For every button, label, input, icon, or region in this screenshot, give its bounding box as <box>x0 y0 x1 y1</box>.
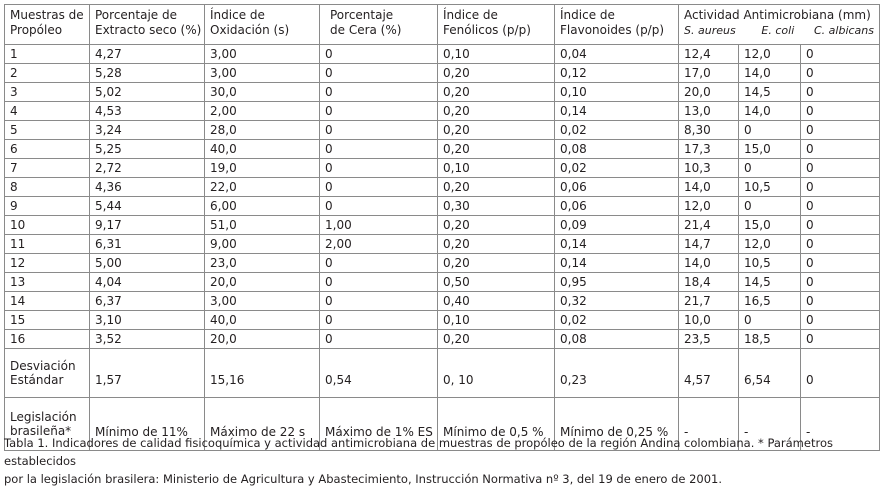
table-row <box>5 159 880 178</box>
cell-fenolicos: 0,20 <box>438 330 555 349</box>
cell-fenolicos: 0,20 <box>438 102 555 121</box>
table-row <box>5 311 880 330</box>
cell-muestra: 10 <box>5 216 90 235</box>
cell-oxidacion: 22,0 <box>205 178 320 197</box>
cell-flavonoides: 0,09 <box>555 216 679 235</box>
cell-fenolicos: 0,20 <box>438 121 555 140</box>
table-row <box>5 64 880 83</box>
std-dev-row-label: Desviación Estándar <box>5 349 90 398</box>
cell-s-aureus: 13,0 <box>679 102 739 121</box>
cell-s-aureus: 14,0 <box>679 178 739 197</box>
propolis-quality-table <box>4 4 880 451</box>
header-e-coli: E. coli <box>761 24 795 37</box>
cell-extracto: Mínimo de 11% <box>90 398 205 451</box>
cell-c-albicans: 0 <box>801 159 880 178</box>
cell-muestra: 2 <box>5 64 90 83</box>
cell-c-albicans: 0 <box>801 121 880 140</box>
cell-muestra: 3 <box>5 83 90 102</box>
cell-extracto: 4,36 <box>90 178 205 197</box>
cell-oxidacion: 23,0 <box>205 254 320 273</box>
header-actividad-antimicrobiana: Actividad Antimicrobiana (mm) S. aureus E. coli C. albicans <box>679 5 880 45</box>
cell-e-coli: 12,0 <box>739 45 801 64</box>
cell-c-albicans: 0 <box>801 254 880 273</box>
cell-extracto: 3,52 <box>90 330 205 349</box>
cell-extracto: 3,10 <box>90 311 205 330</box>
cell-cera: 0 <box>320 121 438 140</box>
cell-flavonoides: 0,14 <box>555 235 679 254</box>
cell-oxidacion: 20,0 <box>205 330 320 349</box>
cell-oxidacion: Máximo de 22 s <box>205 398 320 451</box>
cell-c-albicans: 0 <box>801 102 880 121</box>
cell-oxidacion: 3,00 <box>205 292 320 311</box>
caption-line-2: por la legislación brasilera: Ministerio de Agricultura y Abastecimiento, Instrucción Normativa nº 3, del 19 de enero de 2001. <box>4 472 723 486</box>
cell-s-aureus: 18,4 <box>679 273 739 292</box>
cell-fenolicos: 0, 10 <box>438 349 555 398</box>
cell-oxidacion: 9,00 <box>205 235 320 254</box>
cell-flavonoides: 0,10 <box>555 83 679 102</box>
cell-extracto: 4,27 <box>90 45 205 64</box>
cell-flavonoides: 0,02 <box>555 121 679 140</box>
cell-e-coli: 15,0 <box>739 140 801 159</box>
cell-extracto: 2,72 <box>90 159 205 178</box>
table-row <box>5 121 880 140</box>
cell-cera: 0 <box>320 273 438 292</box>
cell-fenolicos: 0,20 <box>438 178 555 197</box>
cell-cera: 0,54 <box>320 349 438 398</box>
cell-flavonoides: 0,08 <box>555 330 679 349</box>
cell-fenolicos: Mínimo de 0,5 % <box>438 398 555 451</box>
cell-oxidacion: 6,00 <box>205 197 320 216</box>
cell-oxidacion: 40,0 <box>205 140 320 159</box>
cell-muestra: 15 <box>5 311 90 330</box>
cell-c-albicans: 0 <box>801 140 880 159</box>
table-row <box>5 216 880 235</box>
cell-e-coli: - <box>739 398 801 451</box>
cell-fenolicos: 0,10 <box>438 159 555 178</box>
cell-c-albicans: 0 <box>801 235 880 254</box>
cell-muestra: 8 <box>5 178 90 197</box>
cell-cera: 0 <box>320 102 438 121</box>
cell-cera: 1,00 <box>320 216 438 235</box>
cell-cera: 0 <box>320 159 438 178</box>
cell-oxidacion: 40,0 <box>205 311 320 330</box>
cell-flavonoides: 0,08 <box>555 140 679 159</box>
cell-c-albicans: 0 <box>801 349 880 398</box>
cell-e-coli: 12,0 <box>739 235 801 254</box>
cell-fenolicos: 0,20 <box>438 235 555 254</box>
cell-muestra: 1 <box>5 45 90 64</box>
table-row <box>5 83 880 102</box>
header-flavonoides: Índice de Flavonoides (p/p) <box>555 5 679 45</box>
table-row <box>5 178 880 197</box>
cell-fenolicos: 0,20 <box>438 216 555 235</box>
cell-cera: 0 <box>320 45 438 64</box>
cell-fenolicos: 0,20 <box>438 64 555 83</box>
cell-e-coli: 10,5 <box>739 254 801 273</box>
cell-extracto: 5,25 <box>90 140 205 159</box>
cell-c-albicans: 0 <box>801 83 880 102</box>
cell-s-aureus: 17,3 <box>679 140 739 159</box>
cell-s-aureus: 20,0 <box>679 83 739 102</box>
header-c-albicans: C. albicans <box>814 24 875 37</box>
caption-line-1: Tabla 1. Indicadores de calidad fisicoquímica y actividad antimicrobiana de muestras de propóleo de la región Andina colombiana. * Parámetros establecidos <box>4 436 833 468</box>
cell-fenolicos: 0,50 <box>438 273 555 292</box>
cell-muestra: 5 <box>5 121 90 140</box>
cell-flavonoides: Mínimo de 0,25 % <box>555 398 679 451</box>
cell-flavonoides: 0,06 <box>555 197 679 216</box>
cell-c-albicans: 0 <box>801 330 880 349</box>
cell-extracto: 9,17 <box>90 216 205 235</box>
cell-cera: 0 <box>320 292 438 311</box>
cell-c-albicans: 0 <box>801 178 880 197</box>
cell-oxidacion: 3,00 <box>205 64 320 83</box>
cell-flavonoides: 0,06 <box>555 178 679 197</box>
cell-s-aureus: 21,4 <box>679 216 739 235</box>
cell-extracto: 5,44 <box>90 197 205 216</box>
cell-e-coli: 14,0 <box>739 64 801 83</box>
header-muestras: Muestras de Propóleo <box>5 5 90 45</box>
cell-extracto: 6,37 <box>90 292 205 311</box>
cell-e-coli: 14,5 <box>739 273 801 292</box>
table-header-row <box>5 5 880 45</box>
cell-e-coli: 18,5 <box>739 330 801 349</box>
cell-s-aureus: 21,7 <box>679 292 739 311</box>
cell-s-aureus: 4,57 <box>679 349 739 398</box>
cell-muestra: 11 <box>5 235 90 254</box>
cell-c-albicans: 0 <box>801 292 880 311</box>
cell-extracto: 1,57 <box>90 349 205 398</box>
cell-flavonoides: 0,14 <box>555 254 679 273</box>
cell-muestra: 4 <box>5 102 90 121</box>
cell-extracto: 6,31 <box>90 235 205 254</box>
cell-s-aureus: 10,3 <box>679 159 739 178</box>
cell-e-coli: 6,54 <box>739 349 801 398</box>
cell-oxidacion: 51,0 <box>205 216 320 235</box>
cell-muestra: 14 <box>5 292 90 311</box>
cell-s-aureus: 8,30 <box>679 121 739 140</box>
cell-cera: 0 <box>320 254 438 273</box>
cell-flavonoides: 0,02 <box>555 159 679 178</box>
cell-oxidacion: 19,0 <box>205 159 320 178</box>
cell-s-aureus: 23,5 <box>679 330 739 349</box>
cell-muestra: 7 <box>5 159 90 178</box>
cell-cera: 0 <box>320 330 438 349</box>
cell-extracto: 3,24 <box>90 121 205 140</box>
cell-e-coli: 0 <box>739 311 801 330</box>
cell-flavonoides: 0,95 <box>555 273 679 292</box>
table-row <box>5 45 880 64</box>
cell-cera: 0 <box>320 311 438 330</box>
table-row <box>5 197 880 216</box>
cell-muestra: 13 <box>5 273 90 292</box>
cell-muestra: 9 <box>5 197 90 216</box>
cell-cera: 0 <box>320 83 438 102</box>
legislacion-row-label: Legislación brasileña* <box>5 398 90 451</box>
cell-c-albicans: - <box>801 398 880 451</box>
table-caption <box>4 434 881 488</box>
cell-fenolicos: 0,30 <box>438 197 555 216</box>
cell-s-aureus: 12,4 <box>679 45 739 64</box>
header-extracto: Porcentaje de Extracto seco (%) <box>90 5 205 45</box>
table-row <box>5 140 880 159</box>
cell-muestra: 12 <box>5 254 90 273</box>
cell-s-aureus: - <box>679 398 739 451</box>
cell-e-coli: 0 <box>739 197 801 216</box>
cell-c-albicans: 0 <box>801 197 880 216</box>
cell-e-coli: 10,5 <box>739 178 801 197</box>
cell-cera: 0 <box>320 178 438 197</box>
cell-fenolicos: 0,10 <box>438 311 555 330</box>
table-row <box>5 102 880 121</box>
header-cera: Porcentaje de Cera (%) <box>320 5 438 45</box>
cell-oxidacion: 20,0 <box>205 273 320 292</box>
cell-flavonoides: 0,32 <box>555 292 679 311</box>
cell-s-aureus: 10,0 <box>679 311 739 330</box>
cell-muestra: 6 <box>5 140 90 159</box>
cell-cera: 0 <box>320 140 438 159</box>
table-row <box>5 292 880 311</box>
cell-fenolicos: 0,40 <box>438 292 555 311</box>
cell-s-aureus: 12,0 <box>679 197 739 216</box>
cell-extracto: 4,53 <box>90 102 205 121</box>
cell-cera: Máximo de 1% ES <box>320 398 438 451</box>
cell-extracto: 5,00 <box>90 254 205 273</box>
table-row <box>5 235 880 254</box>
cell-flavonoides: 0,23 <box>555 349 679 398</box>
cell-fenolicos: 0,20 <box>438 83 555 102</box>
cell-e-coli: 16,5 <box>739 292 801 311</box>
cell-e-coli: 0 <box>739 159 801 178</box>
cell-oxidacion: 2,00 <box>205 102 320 121</box>
cell-c-albicans: 0 <box>801 311 880 330</box>
cell-extracto: 4,04 <box>90 273 205 292</box>
cell-fenolicos: 0,10 <box>438 45 555 64</box>
cell-s-aureus: 14,7 <box>679 235 739 254</box>
table-row <box>5 330 880 349</box>
cell-flavonoides: 0,04 <box>555 45 679 64</box>
std-dev-row <box>5 349 880 398</box>
cell-cera: 0 <box>320 197 438 216</box>
header-oxidacion: Índice de Oxidación (s) <box>205 5 320 45</box>
header-fenolicos: Índice de Fenólicos (p/p) <box>438 5 555 45</box>
cell-flavonoides: 0,14 <box>555 102 679 121</box>
cell-cera: 0 <box>320 64 438 83</box>
cell-cera: 2,00 <box>320 235 438 254</box>
cell-e-coli: 14,5 <box>739 83 801 102</box>
table-row <box>5 254 880 273</box>
cell-e-coli: 15,0 <box>739 216 801 235</box>
cell-oxidacion: 15,16 <box>205 349 320 398</box>
cell-flavonoides: 0,12 <box>555 64 679 83</box>
cell-c-albicans: 0 <box>801 273 880 292</box>
cell-oxidacion: 28,0 <box>205 121 320 140</box>
cell-e-coli: 0 <box>739 121 801 140</box>
cell-s-aureus: 17,0 <box>679 64 739 83</box>
header-s-aureus: S. aureus <box>684 24 736 37</box>
cell-oxidacion: 3,00 <box>205 45 320 64</box>
cell-fenolicos: 0,20 <box>438 140 555 159</box>
cell-c-albicans: 0 <box>801 216 880 235</box>
cell-fenolicos: 0,20 <box>438 254 555 273</box>
cell-oxidacion: 30,0 <box>205 83 320 102</box>
cell-flavonoides: 0,02 <box>555 311 679 330</box>
cell-extracto: 5,02 <box>90 83 205 102</box>
cell-muestra: 16 <box>5 330 90 349</box>
cell-e-coli: 14,0 <box>739 102 801 121</box>
cell-extracto: 5,28 <box>90 64 205 83</box>
cell-c-albicans: 0 <box>801 45 880 64</box>
table-row <box>5 273 880 292</box>
cell-c-albicans: 0 <box>801 64 880 83</box>
cell-s-aureus: 14,0 <box>679 254 739 273</box>
